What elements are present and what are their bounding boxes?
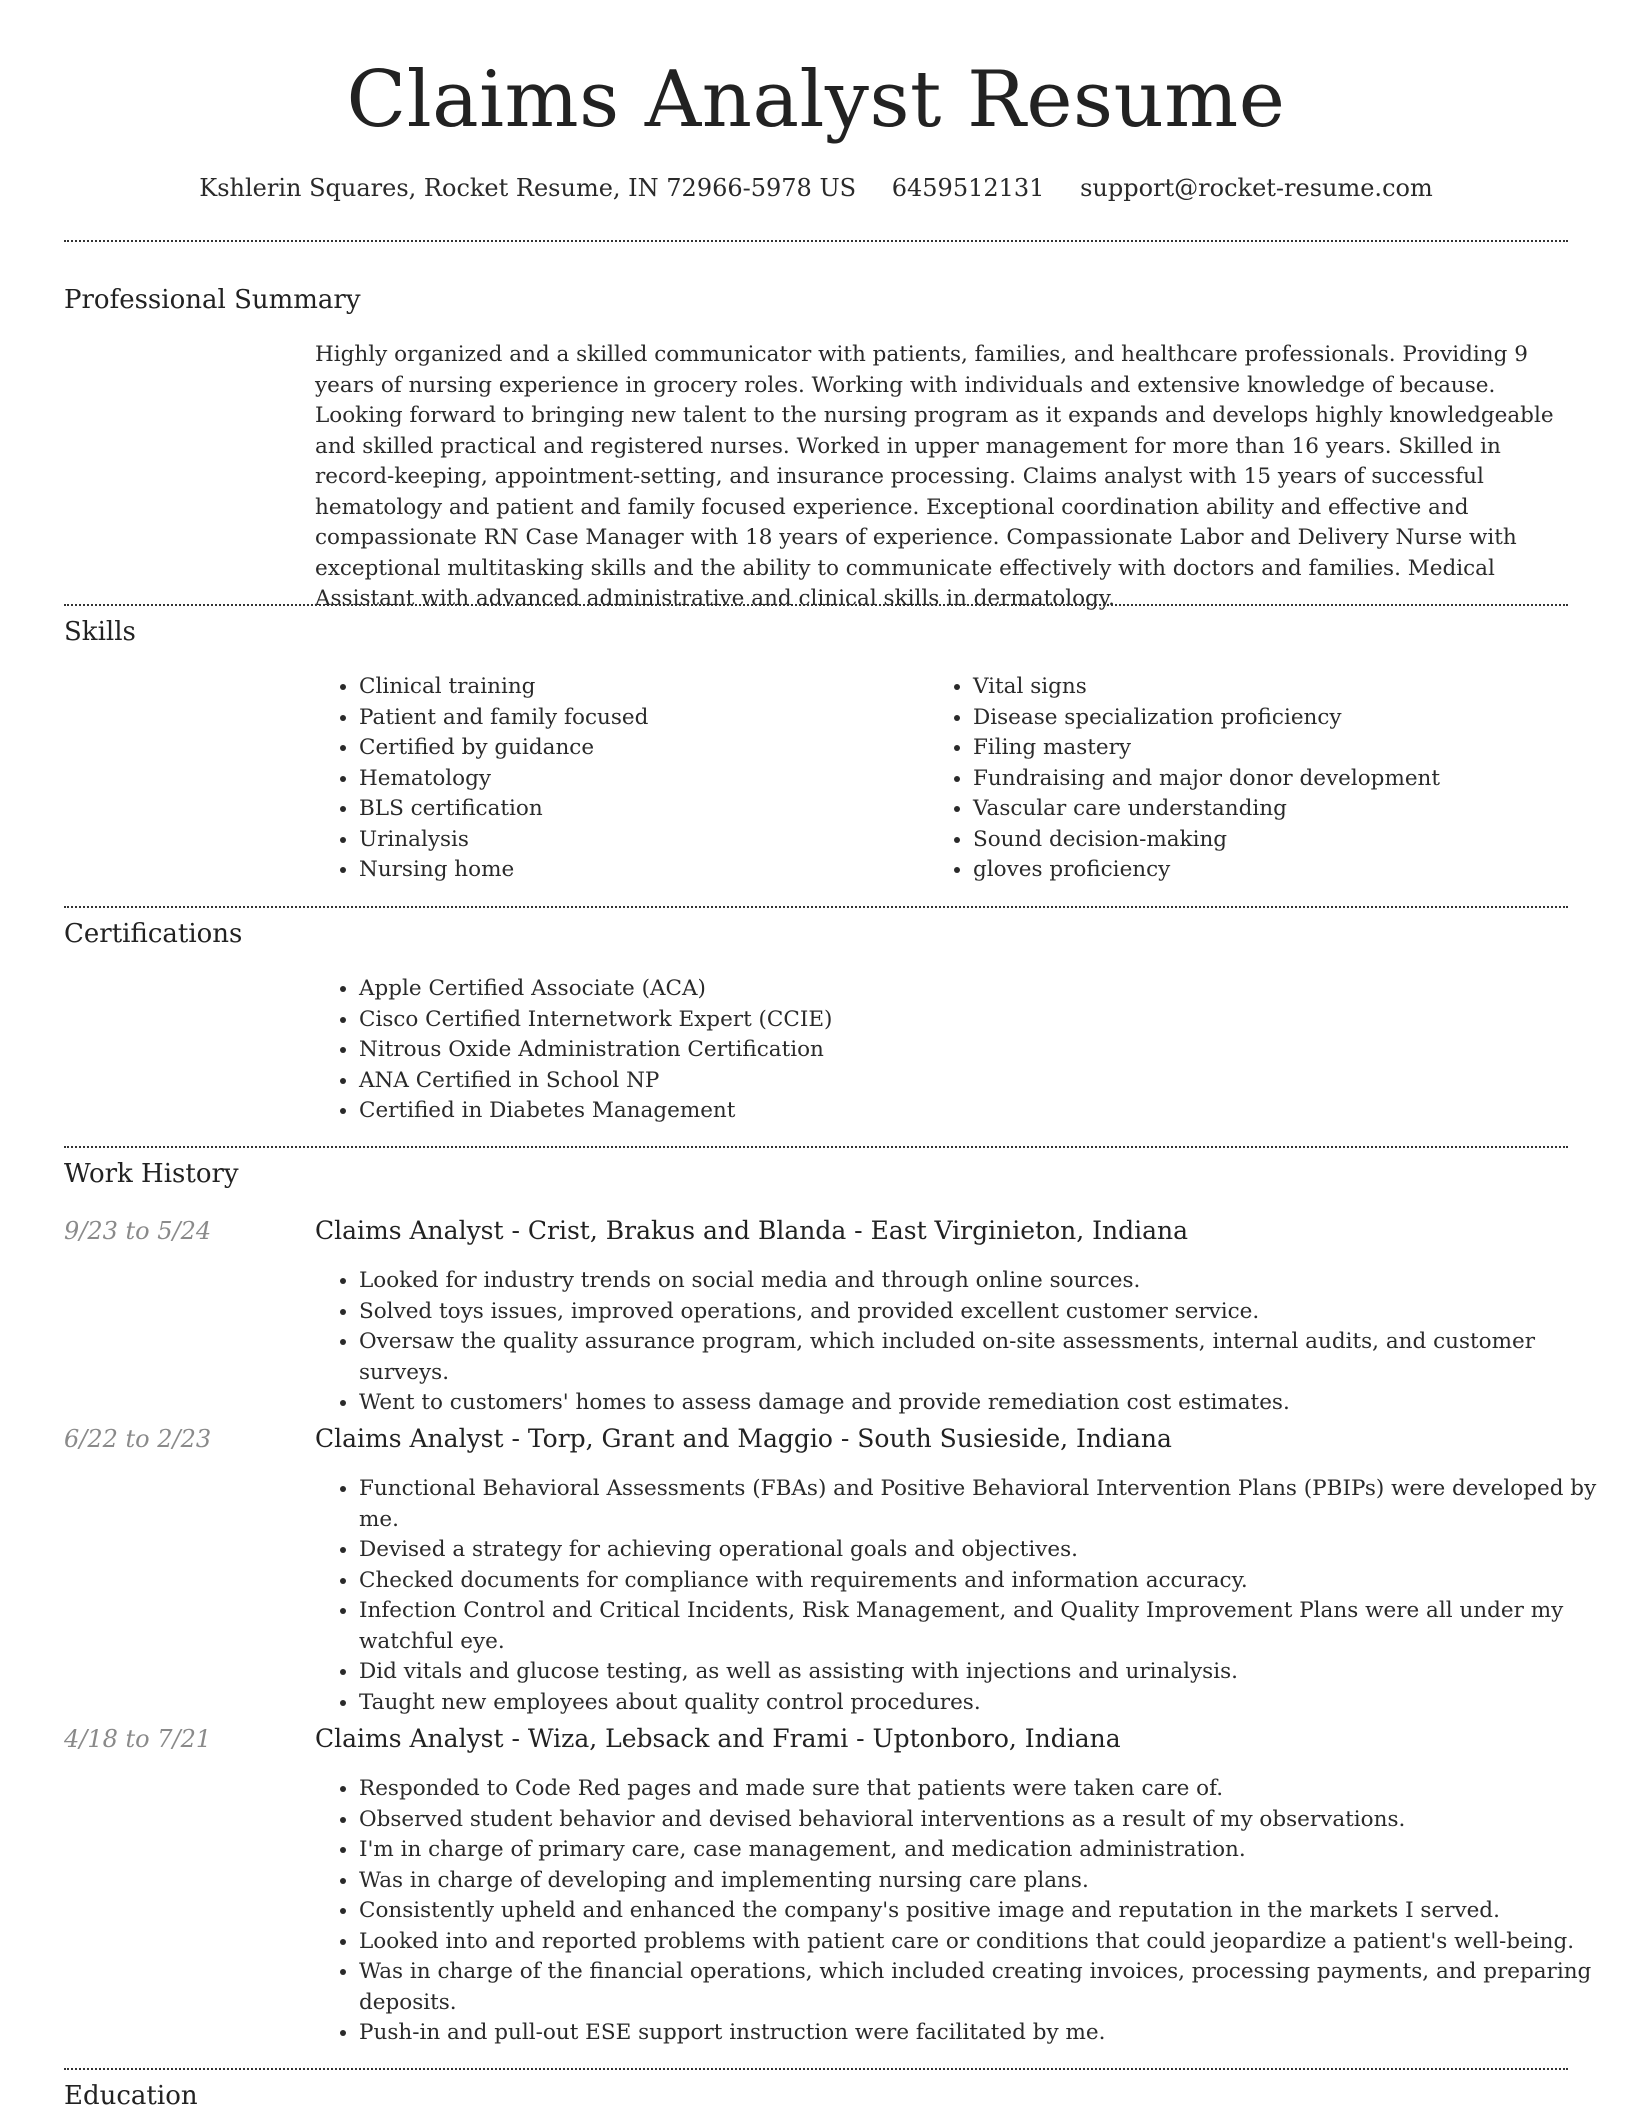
contact-email: support@rocket-resume.com: [1080, 174, 1433, 202]
skill-item: • Fundraising and major donor development: [973, 764, 1613, 795]
skill-item: • Sound decision-making: [973, 825, 1613, 856]
job-bullet: • Oversaw the quality assurance program, which included on-site assessments, internal audits, and customer surveys.: [359, 1327, 1619, 1388]
skill-item: • Vascular care understanding: [973, 794, 1613, 825]
page-title: Claims Analyst Resume: [346, 55, 1286, 145]
job-bullet: • Taught new employees about quality control procedures.: [359, 1688, 1619, 1719]
job-bullet: • I'm in charge of primary care, case management, and medication administration.: [359, 1835, 1619, 1866]
section-heading-education: Education: [64, 2081, 198, 2111]
certification-item: • Cisco Certified Internetwork Expert (CCIE): [359, 1005, 1559, 1036]
skills-list-left: [315, 672, 919, 886]
certification-item: • Certified in Diabetes Management: [359, 1096, 1559, 1127]
job-bullet: • Solved toys issues, improved operations, and provided excellent customer service.: [359, 1297, 1619, 1328]
job-dates: 6/22 to 2/23: [64, 1425, 212, 1453]
job-bullet: • Looked into and reported problems with patient care or conditions that could jeopardize a patient's well-being.: [359, 1927, 1619, 1958]
section-heading-summary: Professional Summary: [64, 285, 361, 315]
skill-item: • Certified by guidance: [359, 733, 919, 764]
job-bullets: [315, 1474, 1619, 1718]
skill-item: • Patient and family focused: [359, 703, 919, 734]
job-title: Claims Analyst - Wiza, Lebsack and Frami - Uptonboro, Indiana: [315, 1724, 1121, 1753]
certification-item: • ANA Certified in School NP: [359, 1066, 1559, 1097]
job-title: Claims Analyst - Torp, Grant and Maggio - South Susieside, Indiana: [315, 1424, 1172, 1453]
job-bullet: • Responded to Code Red pages and made sure that patients were taken care of.: [359, 1774, 1619, 1805]
skill-item: • BLS certification: [359, 794, 919, 825]
contact-address: Kshlerin Squares, Rocket Resume, IN 72966-5978 US: [199, 174, 857, 202]
skill-item: • Nursing home: [359, 855, 919, 886]
skills-list-right: [929, 672, 1613, 886]
job-bullet: • Checked documents for compliance with requirements and information accuracy.: [359, 1566, 1619, 1597]
section-heading-skills: Skills: [64, 617, 136, 647]
job-dates: 9/23 to 5/24: [64, 1217, 212, 1245]
skill-item: • Hematology: [359, 764, 919, 795]
job-bullet: • Looked for industry trends on social media and through online sources.: [359, 1266, 1619, 1297]
job-bullet: • Went to customers' homes to assess damage and provide remediation cost estimates.: [359, 1388, 1619, 1419]
job-bullets: [315, 1266, 1619, 1419]
job-dates: 4/18 to 7/21: [64, 1725, 212, 1753]
section-divider: [64, 1146, 1568, 1148]
job-bullet: • Observed student behavior and devised behavioral interventions as a result of my observations.: [359, 1805, 1619, 1836]
section-divider: [64, 240, 1568, 242]
skill-item: • Clinical training: [359, 672, 919, 703]
job-bullet: • Infection Control and Critical Incidents, Risk Management, and Quality Improvement Plans were all under my watchful eye.: [359, 1596, 1619, 1657]
skill-item: • Disease specialization proficiency: [973, 703, 1613, 734]
section-heading-work-history: Work History: [64, 1159, 239, 1189]
job-bullet: • Was in charge of developing and implementing nursing care plans.: [359, 1866, 1619, 1897]
professional-summary-text: Highly organized and a skilled communicator with patients, families, and healthcare professionals. Providing 9 years of nursing experience in grocery roles. Working with individuals and extensive knowledge of because. Looking forward to bringing new talent to the nursing program as it expands and develops highly knowledgeable and skilled practical and registered nurses. Worked in upper management for more than 16 years. Skilled in record-keeping, appointment-setting, and insurance processing. Claims analyst with 15 years of successful hematology and patient and family focused experience. Exceptional coordination ability and effective and compassionate RN Case Manager with 18 years of experience. Compassionate Labor and Delivery Nurse with exceptional multitasking skills and the ability to communicate effectively with doctors and families. Medical Assistant with advanced administrative and clinical skills in dermatology.: [315, 342, 1554, 611]
job-bullets: [315, 1774, 1619, 2049]
skill-item: • Urinalysis: [359, 825, 919, 856]
skill-item: • Filing mastery: [973, 733, 1613, 764]
job-bullet: • Consistently upheld and enhanced the company's positive image and reputation in the markets I served.: [359, 1896, 1619, 1927]
section-divider: [64, 604, 1568, 606]
certification-item: • Nitrous Oxide Administration Certification: [359, 1035, 1559, 1066]
section-divider: [64, 2068, 1568, 2070]
contact-line: [0, 168, 1632, 208]
certification-item: • Apple Certified Associate (ACA): [359, 974, 1559, 1005]
job-bullet: • Devised a strategy for achieving operational goals and objectives.: [359, 1535, 1619, 1566]
contact-phone: 6459512131: [891, 174, 1045, 202]
job-title: Claims Analyst - Crist, Brakus and Blanda - East Virginieton, Indiana: [315, 1216, 1188, 1245]
skill-item: • Vital signs: [973, 672, 1613, 703]
certifications-list: [315, 974, 1559, 1127]
section-heading-certifications: Certifications: [64, 919, 243, 949]
skill-item: • gloves proficiency: [973, 855, 1613, 886]
job-bullet: • Did vitals and glucose testing, as well as assisting with injections and urinalysis.: [359, 1657, 1619, 1688]
job-bullet: • Functional Behavioral Assessments (FBAs) and Positive Behavioral Intervention Plans (PBIPs) were developed by me.: [359, 1474, 1619, 1535]
section-divider: [64, 906, 1568, 908]
job-bullet: • Push-in and pull-out ESE support instruction were facilitated by me.: [359, 2018, 1619, 2049]
job-bullet: • Was in charge of the financial operations, which included creating invoices, processing payments, and preparing deposits.: [359, 1957, 1619, 2018]
